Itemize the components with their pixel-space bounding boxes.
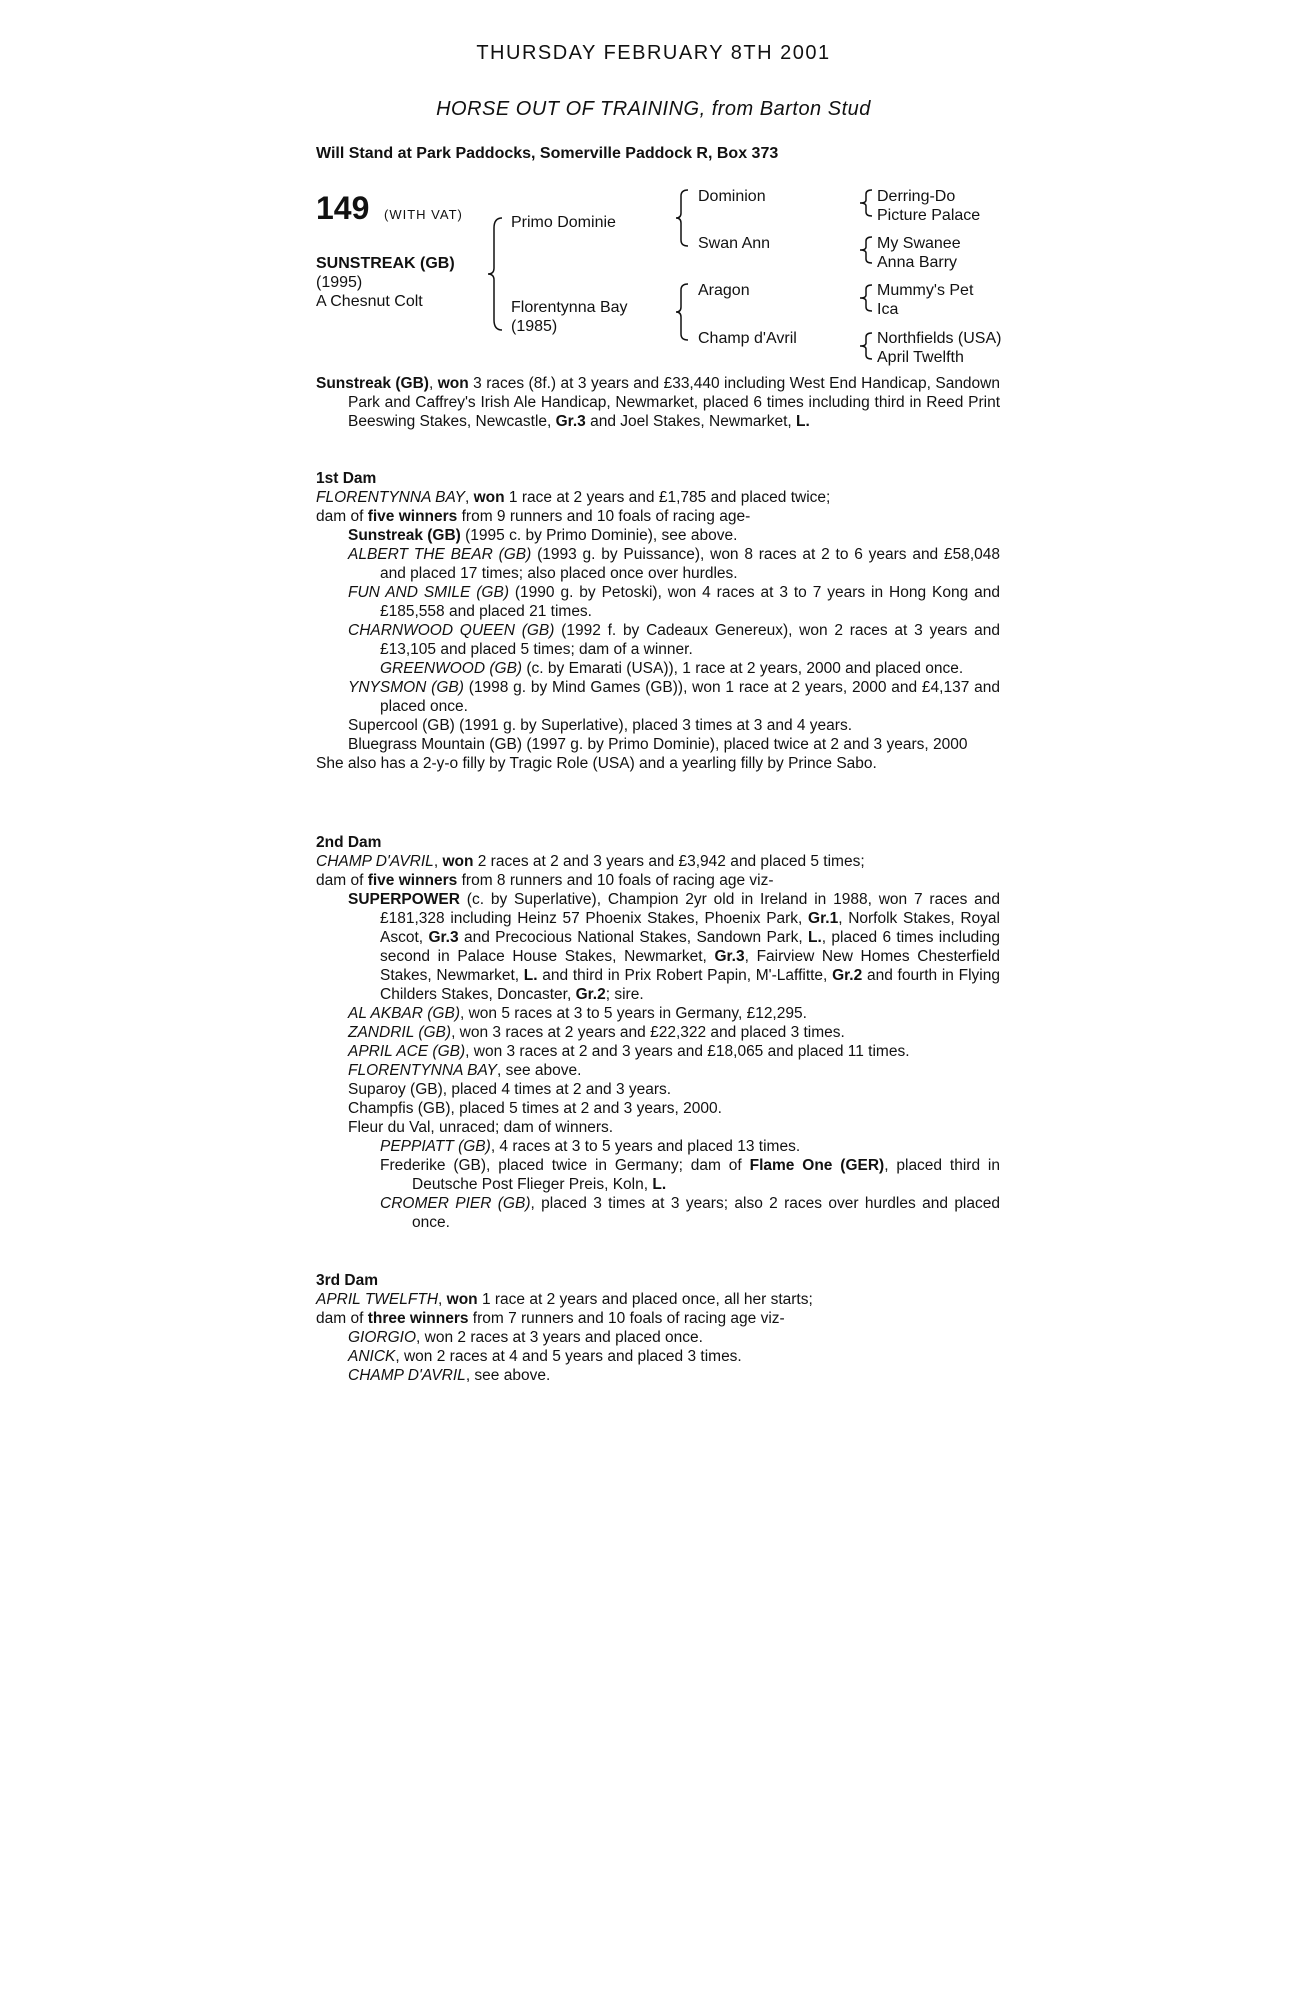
pedigree-g3: My Swanee [877, 235, 961, 252]
first-dam-line2: from 9 runners and 10 foals of racing age- [457, 508, 751, 525]
progeny-champfis: Champfis (GB), placed 5 times at 2 and 3 years, 2000. [348, 1100, 722, 1117]
progeny-albert-the-bear-text: (1993 g. by Puissance), won 8 races at 2 to 6 years and £58,048 and placed 17 times; also placed once over hurdles. [380, 546, 1000, 582]
pedigree-dam-year: (1985) [511, 318, 558, 335]
progeny-sunstreak-text: (1995 c. by Primo Dominie), see above. [460, 527, 738, 544]
superpower-l2: L. [523, 967, 538, 984]
progeny-fun-and-smile: FUN AND SMILE (GB) [348, 584, 509, 601]
superpower-text-e: , Fairview New Homes Chesterfield Stakes, Newmarket, [380, 948, 1000, 984]
third-dam-winners: three winners [367, 1310, 469, 1327]
pedigree-dam: Florentynna Bay [511, 299, 628, 316]
progeny-peppiatt-text: , 4 races at 3 to 5 years and placed 13 times. [490, 1138, 801, 1155]
progeny-frederike-text-a: Frederike (GB), placed twice in Germany; dam of [380, 1157, 750, 1174]
progeny-bluegrass-mountain: Bluegrass Mountain (GB) (1997 g. by Primo Dominie), placed twice at 2 and 3 years, 2000 [348, 736, 968, 753]
pedigree-g4: Anna Barry [877, 254, 958, 271]
pedigree-g7: Northfields (USA) [877, 330, 1002, 347]
progeny-giorgio-text: , won 2 races at 3 years and placed once. [416, 1329, 703, 1346]
progeny-fun-and-smile-text: (1990 g. by Petoski), won 4 races at 3 to 7 years in Hong Kong and £185,558 and placed 21 times. [380, 584, 1000, 620]
pedigree-g2: Picture Palace [877, 207, 981, 224]
superpower-l1: L. [807, 929, 822, 946]
progeny-al-akbar-text: , won 5 races at 3 to 5 years in Germany, £12,295. [459, 1005, 807, 1022]
pedigree-g8: April Twelfth [877, 349, 964, 366]
first-dam-line1: 1 race at 2 years and £1,785 and placed twice; [504, 489, 831, 506]
pedigree-g6: Ica [877, 301, 899, 318]
progeny-greenwood: GREENWOOD (GB) [380, 660, 523, 677]
progeny-frederike-text-b: , placed third in Deutsche Post Flieger Preis, Koln, [412, 1157, 1001, 1193]
progeny-albert-the-bear: ALBERT THE BEAR (GB) [348, 546, 532, 563]
horse-year: (1995) [316, 274, 363, 291]
summary-horse-name: Sunstreak (GB) [316, 375, 429, 392]
superpower-text-a: (c. by Superlative), Champion 2yr old in Ireland in 1988, won 7 races and £181,328 including Heinz 57 Phoenix Stakes, Phoenix Park, [380, 891, 1000, 927]
sale-subtitle: HORSE OUT OF TRAINING, from Barton Stud [436, 98, 871, 120]
pedigree-dam-sire: Aragon [698, 282, 750, 299]
sale-date: THURSDAY FEBRUARY 8TH 2001 [476, 42, 831, 64]
second-dam-dam-of: dam of [316, 872, 368, 889]
superpower-text-d: , placed 6 times including second in Palace House Stakes, Newmarket, [380, 929, 1000, 965]
progeny-cromer-pier: CROMER PIER (GB) [380, 1195, 531, 1212]
pedigree-brace-main [488, 216, 510, 332]
third-dam-line1: 1 race at 2 years and placed once, all her starts; [477, 1291, 813, 1308]
vat-note: (WITH VAT) [384, 207, 463, 222]
pedigree-sire-sire: Dominion [698, 188, 766, 205]
superpower-gr3a: Gr.3 [428, 929, 459, 946]
progeny-florentynna-bay: FLORENTYNNA BAY [348, 1062, 497, 1079]
first-dam-won: won [473, 489, 505, 506]
lot-number: 149 [316, 190, 370, 226]
first-dam-name: FLORENTYNNA BAY [316, 489, 465, 506]
pedigree-brace-g2 [860, 235, 876, 265]
progeny-flame-one: Flame One (GER) [749, 1157, 885, 1174]
second-dam-name: CHAMP D'AVRIL [316, 853, 434, 870]
progeny-supercool: Supercool (GB) (1991 g. by Superlative), placed 3 times at 3 and 4 years. [348, 717, 853, 734]
first-dam-heading: 1st Dam [316, 470, 377, 487]
first-dam-winners: five winners [367, 508, 458, 525]
second-dam-heading: 2nd Dam [316, 834, 382, 851]
progeny-charnwood-queen-text: (1992 f. by Cadeaux Genereux), won 2 races at 3 years and £13,105 and placed 5 times; dam of a winner. [380, 622, 1000, 658]
progeny-florentynna-bay-text: , see above. [497, 1062, 582, 1079]
stand-location: Will Stand at Park Paddocks, Somerville Paddock R, Box 373 [316, 145, 779, 162]
pedigree-brace-dam [676, 282, 696, 342]
progeny-fleur-du-val: Fleur du Val, unraced; dam of winners. [348, 1119, 614, 1136]
pedigree-brace-g1 [860, 188, 876, 218]
horse-description: A Chesnut Colt [316, 293, 423, 310]
first-dam-section: 1st Dam FLORENTYNNA BAY, won 1 race at 2 years and £1,785 and placed twice; dam of five winners from 9 runners and 10 foals of racing age- Sunstreak (GB) (1995 c. by Primo Dominie), see above. ALBERT THE BEAR (GB) (1993 g. by Puissance), won 8 races at 2 to 6 years and £58,048 and placed 17 times; also placed once over hurdles. FUN AND SMILE (GB) (1990 g. by Petoski), won 4 races at 3 to 7 years in Hong Kong and £185,558 and placed 21 times. CHARNWOOD QUEEN (GB) (1992 f. by Cadeaux Genereux), won 2 races at 3 years and £13,105 and placed 5 times; dam of a winner. GREENWOOD (GB) (c. by Emarati (USA)), 1 race at 2 years, 2000 and placed once. YNYSMON (GB) (1998 g. by Mind Games (GB)), won 1 race at 2 years, 2000 and £4,137 and placed once. Supercool (GB) (1991 g. by Superlative), placed 3 times at 3 and 4 years. Bluegrass Mountain (GB) (1997 g. by Primo Dominie), placed twice at 2 and 3 years, 2000 She also has a 2-y-o filly by Tragic Role (USA) and a yearling filly by Prince Sabo. [316, 470, 1000, 772]
second-dam-line2: from 8 runners and 10 foals of racing age viz- [457, 872, 774, 889]
summary-text-b: and Joel Stakes, Newmarket, [585, 413, 797, 430]
progeny-zandril: ZANDRIL (GB) [348, 1024, 452, 1041]
first-dam-dam-of: dam of [316, 508, 368, 525]
third-dam-dam-of: dam of [316, 1310, 368, 1327]
second-dam-line1: 2 races at 2 and 3 years and £3,942 and placed 5 times; [473, 853, 865, 870]
pedigree-dam-dam: Champ d'Avril [698, 330, 797, 347]
progeny-al-akbar: AL AKBAR (GB) [348, 1005, 460, 1022]
third-dam-won: won [446, 1291, 478, 1308]
superpower-text-g: and fourth in Flying Childers Stakes, Doncaster, [380, 967, 1000, 1003]
pedigree-sire-dam: Swan Ann [698, 235, 771, 252]
pedigree-g1: Derring-Do [877, 188, 956, 205]
progeny-sunstreak: Sunstreak (GB) [348, 527, 461, 544]
third-dam-section: 3rd Dam APRIL TWELFTH, won 1 race at 2 years and placed once, all her starts; dam of three winners from 7 runners and 10 foals of racing age viz- GIORGIO, won 2 races at 3 years and placed once. ANICK, won 2 races at 4 and 5 years and placed 3 times. CHAMP D'AVRIL, see above. [316, 1271, 1000, 1385]
superpower-gr2a: Gr.2 [832, 967, 863, 984]
pedigree-brace-g3 [860, 283, 876, 313]
superpower-gr1: Gr.1 [808, 910, 839, 927]
summary-text-a: 3 races (8f.) at 3 years and £33,440 including West End Handicap, Sandown Park and Caffrey's Irish Ale Handicap, Newmarket, placed 6 times including third in Reed Print Beeswing Stakes, Newcastle, [348, 375, 1000, 430]
horse-name: SUNSTREAK (GB) [316, 255, 455, 272]
progeny-ynysmon: YNYSMON (GB) [348, 679, 464, 696]
superpower-gr3b: Gr.3 [714, 948, 745, 965]
superpower-gr2b: Gr.2 [575, 986, 606, 1003]
summary-grade: Gr.3 [555, 413, 586, 430]
third-dam-heading: 3rd Dam [316, 1272, 379, 1289]
progeny-greenwood-text: (c. by Emarati (USA)), 1 race at 2 years, 2000 and placed once. [522, 660, 964, 677]
superpower-text-h: ; sire. [605, 986, 644, 1003]
superpower-text-c: and Precocious National Stakes, Sandown Park, [458, 929, 808, 946]
summary-listed: L. [796, 413, 810, 430]
race-summary: Sunstreak (GB), won 3 races (8f.) at 3 years and £33,440 including West End Handicap, Sandown Park and Caffrey's Irish Ale Handicap, Newmarket, placed 6 times including third in Reed Print Beeswing Stakes, Newcastle, Gr.3 and Joel Stakes, Newmarket, L. [316, 375, 1000, 430]
second-dam-section: 2nd Dam CHAMP D'AVRIL, won 2 races at 2 and 3 years and £3,942 and placed 5 times; dam of five winners from 8 runners and 10 foals of racing age viz- SUPERPOWER (c. by Superlative), Champion 2yr old in Ireland in 1988, won 7 races and £181,328 including Heinz 57 Phoenix Stakes, Phoenix Park, Gr.1, Norfolk Stakes, Royal Ascot, Gr.3 and Precocious National Stakes, Sandown Park, L., placed 6 times including second in Palace House Stakes, Newmarket, Gr.3, Fairview New Homes Chesterfield Stakes, Newmarket, L. and third in Prix Robert Papin, M'-Laffitte, Gr.2 and fourth in Flying Childers Stakes, Doncaster, Gr.2; sire. AL AKBAR (GB), won 5 races at 3 to 5 years in Germany, £12,295. ZANDRIL (GB), won 3 races at 2 years and £22,322 and placed 3 times. APRIL ACE (GB), won 3 races at 2 and 3 years and £18,065 and placed 11 times. FLORENTYNNA BAY, see above. Suparoy (GB), placed 4 times at 2 and 3 years. Champfis (GB), placed 5 times at 2 and 3 years, 2000. Fleur du Val, unraced; dam of winners. PEPPIATT (GB), 4 races at 3 to 5 years and placed 13 times. Frederike (GB), placed twice in Germany; dam of Flame One (GER), placed third in Deutsche Post Flieger Preis, Koln, L. CROMER PIER (GB), placed 3 times at 3 years; also 2 races over hurdles and placed once. [316, 834, 1001, 1231]
progeny-peppiatt: PEPPIATT (GB) [380, 1138, 491, 1155]
superpower-text-b: , Norfolk Stakes, Royal Ascot, [380, 910, 1000, 946]
progeny-suparoy: Suparoy (GB), placed 4 times at 2 and 3 years. [348, 1081, 672, 1098]
third-dam-line2: from 7 runners and 10 foals of racing age viz- [468, 1310, 785, 1327]
progeny-zandril-text: , won 3 races at 2 years and £22,322 and placed 3 times. [451, 1024, 845, 1041]
pedigree-brace-sire [676, 188, 696, 248]
first-dam-closing: She also has a 2-y-o filly by Tragic Role (USA) and a yearling filly by Prince Sabo. [316, 755, 877, 772]
third-dam-name: APRIL TWELFTH [316, 1291, 439, 1308]
second-dam-won: won [442, 853, 474, 870]
progeny-april-ace-text: , won 3 races at 2 and 3 years and £18,065 and placed 11 times. [465, 1043, 910, 1060]
second-dam-winners: five winners [367, 872, 458, 889]
progeny-superpower: SUPERPOWER [348, 891, 460, 908]
progeny-giorgio: GIORGIO [348, 1329, 417, 1346]
progeny-champ-d-avril: CHAMP D'AVRIL [348, 1367, 466, 1384]
progeny-april-ace: APRIL ACE (GB) [348, 1043, 466, 1060]
progeny-champ-d-avril-text: , see above. [465, 1367, 551, 1384]
progeny-frederike-listed: L. [652, 1176, 667, 1193]
progeny-ynysmon-text: (1998 g. by Mind Games (GB)), won 1 race at 2 years, 2000 and £4,137 and placed once. [380, 679, 1000, 715]
pedigree-g5: Mummy's Pet [877, 282, 974, 299]
pedigree-brace-g4 [860, 331, 876, 361]
superpower-text-f: and third in Prix Robert Papin, M'-Laffitte, [537, 967, 833, 984]
progeny-anick-text: , won 2 races at 4 and 5 years and placed 3 times. [395, 1348, 742, 1365]
progeny-anick: ANICK [348, 1348, 396, 1365]
progeny-charnwood-queen: CHARNWOOD QUEEN (GB) [348, 622, 555, 639]
pedigree-sire: Primo Dominie [511, 214, 616, 231]
summary-won: won [437, 375, 469, 392]
progeny-cromer-pier-text: , placed 3 times at 3 years; also 2 races over hurdles and placed once. [412, 1195, 1000, 1231]
